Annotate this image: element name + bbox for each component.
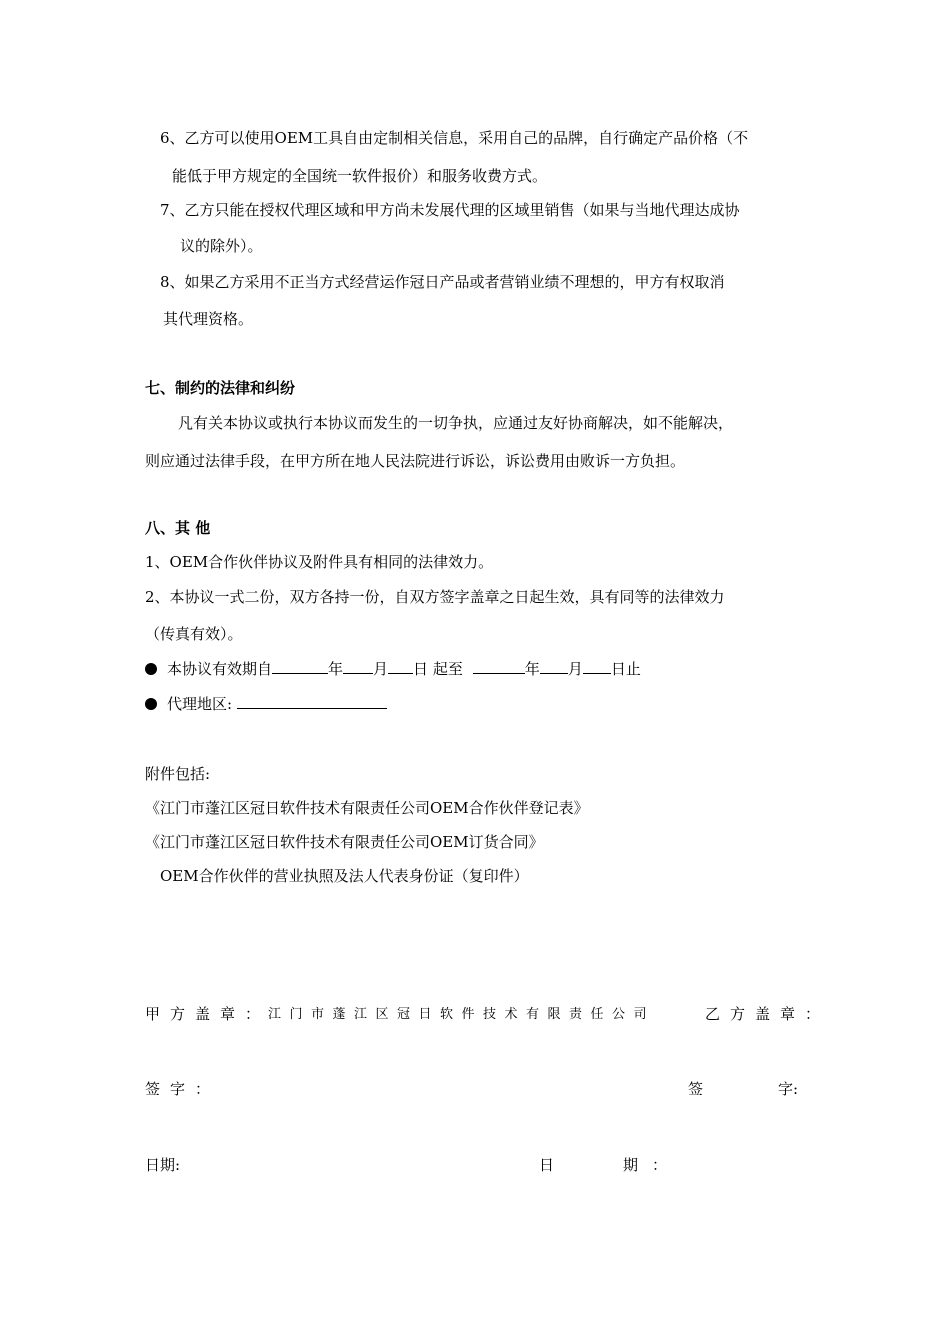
attachments-title: 附件包括: [145,765,211,783]
party-b-date-label-2: 期 [623,1156,639,1174]
party-b-signature-label-2: 字: [778,1080,799,1098]
bullet-icon [145,663,157,675]
clause-8-line-1: 8、如果乙方采用不正当方式经营运作冠日产品或者营销业绩不理想的，甲方有权取消 [160,273,725,291]
validity-start-day-label: 日 起至 [413,660,463,678]
validity-end-month-label: 月 [567,660,583,678]
start-day-blank[interactable] [388,659,413,674]
end-year-blank[interactable] [473,659,525,674]
clause-7-line-2: 议的除外）。 [180,237,263,255]
section-8-item-2-line-1: 2、本协议一式二份，双方各持一份，自双方签字盖章之日起生效，具有同等的法律效力 [145,588,725,606]
start-year-blank[interactable] [272,659,328,674]
section-7-title: 七、制约的法律和纠纷 [145,379,296,397]
attachment-item-2: 《江门市蓬江区冠日软件技术有限责任公司OEM订货合同》 [145,833,544,851]
section-7-paragraph-line-2: 则应通过法律手段，在甲方所在地人民法院进行诉讼，诉讼费用由败诉一方负担。 [145,452,686,470]
end-month-blank[interactable] [540,659,568,674]
clause-7-line-1: 7、乙方只能在授权代理区域和甲方尚未发展代理的区域里销售（如果与当地代理达成协 [160,201,740,219]
party-a-date-label: 日期: [145,1156,181,1174]
agency-region-blank[interactable] [237,694,387,709]
party-a-signature-label: 签字： [145,1080,221,1098]
validity-month-label: 月 [373,660,389,678]
section-8-item-2-line-2: （传真有效）。 [145,625,243,643]
end-day-blank[interactable] [583,659,611,674]
section-7-paragraph-line-1: 凡有关本协议或执行本协议而发生的一切争执，应通过友好协商解决，如不能解决， [178,414,734,432]
party-b-seal-label: 乙方盖章： [705,1005,831,1023]
validity-prefix: 本协议有效期自 [167,660,273,678]
party-b-signature-label-1: 签 [688,1080,704,1098]
section-8-item-1: 1、OEM合作伙伴协议及附件具有相同的法律效力。 [145,553,494,571]
start-month-blank[interactable] [343,659,373,674]
validity-period-row [145,659,641,679]
validity-end-year-label: 年 [524,660,540,678]
party-a-seal-label: 甲方盖章： [145,1005,271,1023]
validity-year-label: 年 [328,660,344,678]
bullet-icon [145,698,157,710]
clause-6-line-2: 能低于甲方规定的全国统一软件报价）和服务收费方式。 [172,167,548,185]
section-8-title: 八、其 他 [145,519,211,537]
party-a-company: 江门市蓬江区冠日软件技术有限责任公司 [268,1007,656,1022]
clause-6-line-1: 6、乙方可以使用OEM工具自由定制相关信息，采用自己的品牌，自行确定产品价格（不 [160,129,749,147]
party-b-date-label-3: ： [652,1156,668,1174]
party-b-date-label-1: 日 [539,1156,555,1174]
agency-region-label: 代理地区: [167,695,233,713]
agency-region-row [145,694,387,714]
attachment-item-1: 《江门市蓬江区冠日软件技术有限责任公司OEM合作伙伴登记表》 [145,799,589,817]
attachment-item-3: OEM合作伙伴的营业执照及法人代表身份证（复印件） [160,867,529,885]
clause-8-line-2: 其代理资格。 [163,310,254,328]
validity-end-day-label: 日止 [610,660,641,678]
